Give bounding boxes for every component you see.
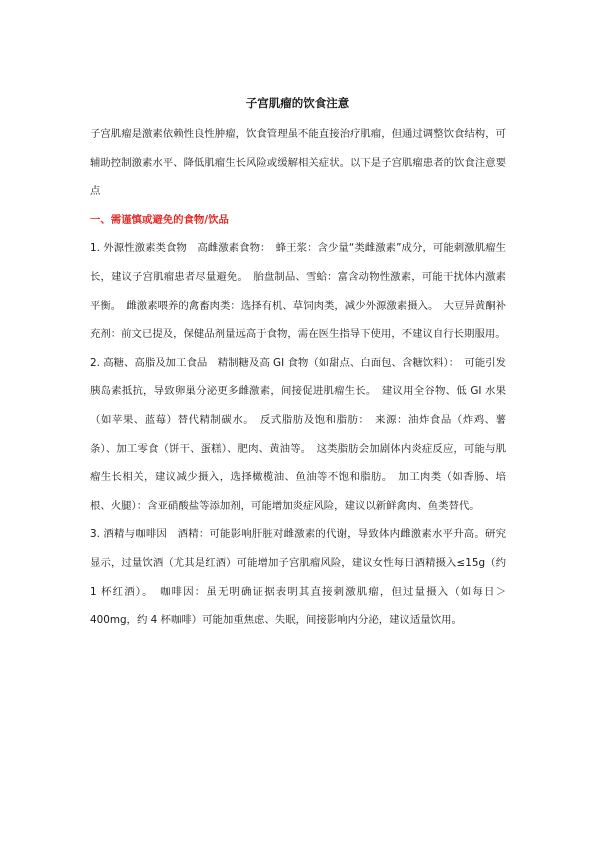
item-exogenous-hormone-foods: 1. 外源性激素类食物 高雌激素食物： 蜂王浆：含少量“类雌激素”成分，可能刺激肌瘤生长，建议子宫肌瘤患者尽量避免。 胎盘制品、雪蛤：富含动物性激素，可能干扰体内激素平衡。 雌激素喂养的禽畜肉类：选择有机、草饲肉类，减少外源激素摄入。 大豆异黄酮补充剂：前文已提及，保健品剂量远高于食物，需在医生指导下使用，不建议自行长期服用。 (90, 242, 506, 341)
intro-paragraph: 子宫肌瘤是激素依赖性良性肿瘤，饮食管理虽不能直接治疗肌瘤，但通过调整饮食结构，可辅助控制激素水平、降低肌瘤生长风险或缓解相关症状。以下是子宫肌瘤患者的饮食注意要点 (90, 128, 506, 198)
item-alcohol-caffeine: 3. 酒精与咖啡因 酒精：可能影响肝脏对雌激素的代谢，导致体内雌激素水平升高。研究显示，过量饮酒（尤其是红酒）可能增加子宫肌瘤风险，建议女性每日酒精摄入≤15g（约 1 杯红酒）。 咖啡因：虽无明确证据表明其直接刺激肌瘤，但过量摄入（如每日＞400mg，约 4 杯咖啡）可能加重焦虑、失眠，间接影响内分泌，建议适量饮用。 (90, 528, 506, 627)
item-high-sugar-fat-processed: 2. 高糖、高脂及加工食品 精制糖及高 GI 食物（如甜点、白面包、含糖饮料）： 可能引发胰岛素抵抗，导致卵巢分泌更多雌激素，间接促进肌瘤生长。 建议用全谷物、低 GI 水果（如苹果、蓝莓）替代精制碳水。 反式脂肪及饱和脂肪： 来源：油炸食品（炸鸡、薯条）、加工零食（饼干、蛋糕）、肥肉、黄油等。 这类脂肪会加剧体内炎症反应，可能与肌瘤生长相关，建议减少摄入，选择橄榄油、鱼油等不饱和脂肪。 加工肉类（如香肠、培根、火腿）：含亚硝酸盐等添加剂，可能增加炎症风险，建议以新鲜禽肉、鱼类替代。 (90, 356, 506, 512)
document-body (90, 120, 506, 635)
document-title: 子宫肌瘤的饮食注意 (245, 96, 350, 110)
section-heading-avoid-foods: 一、需谨慎或避免的食物/饮品 (90, 213, 229, 226)
